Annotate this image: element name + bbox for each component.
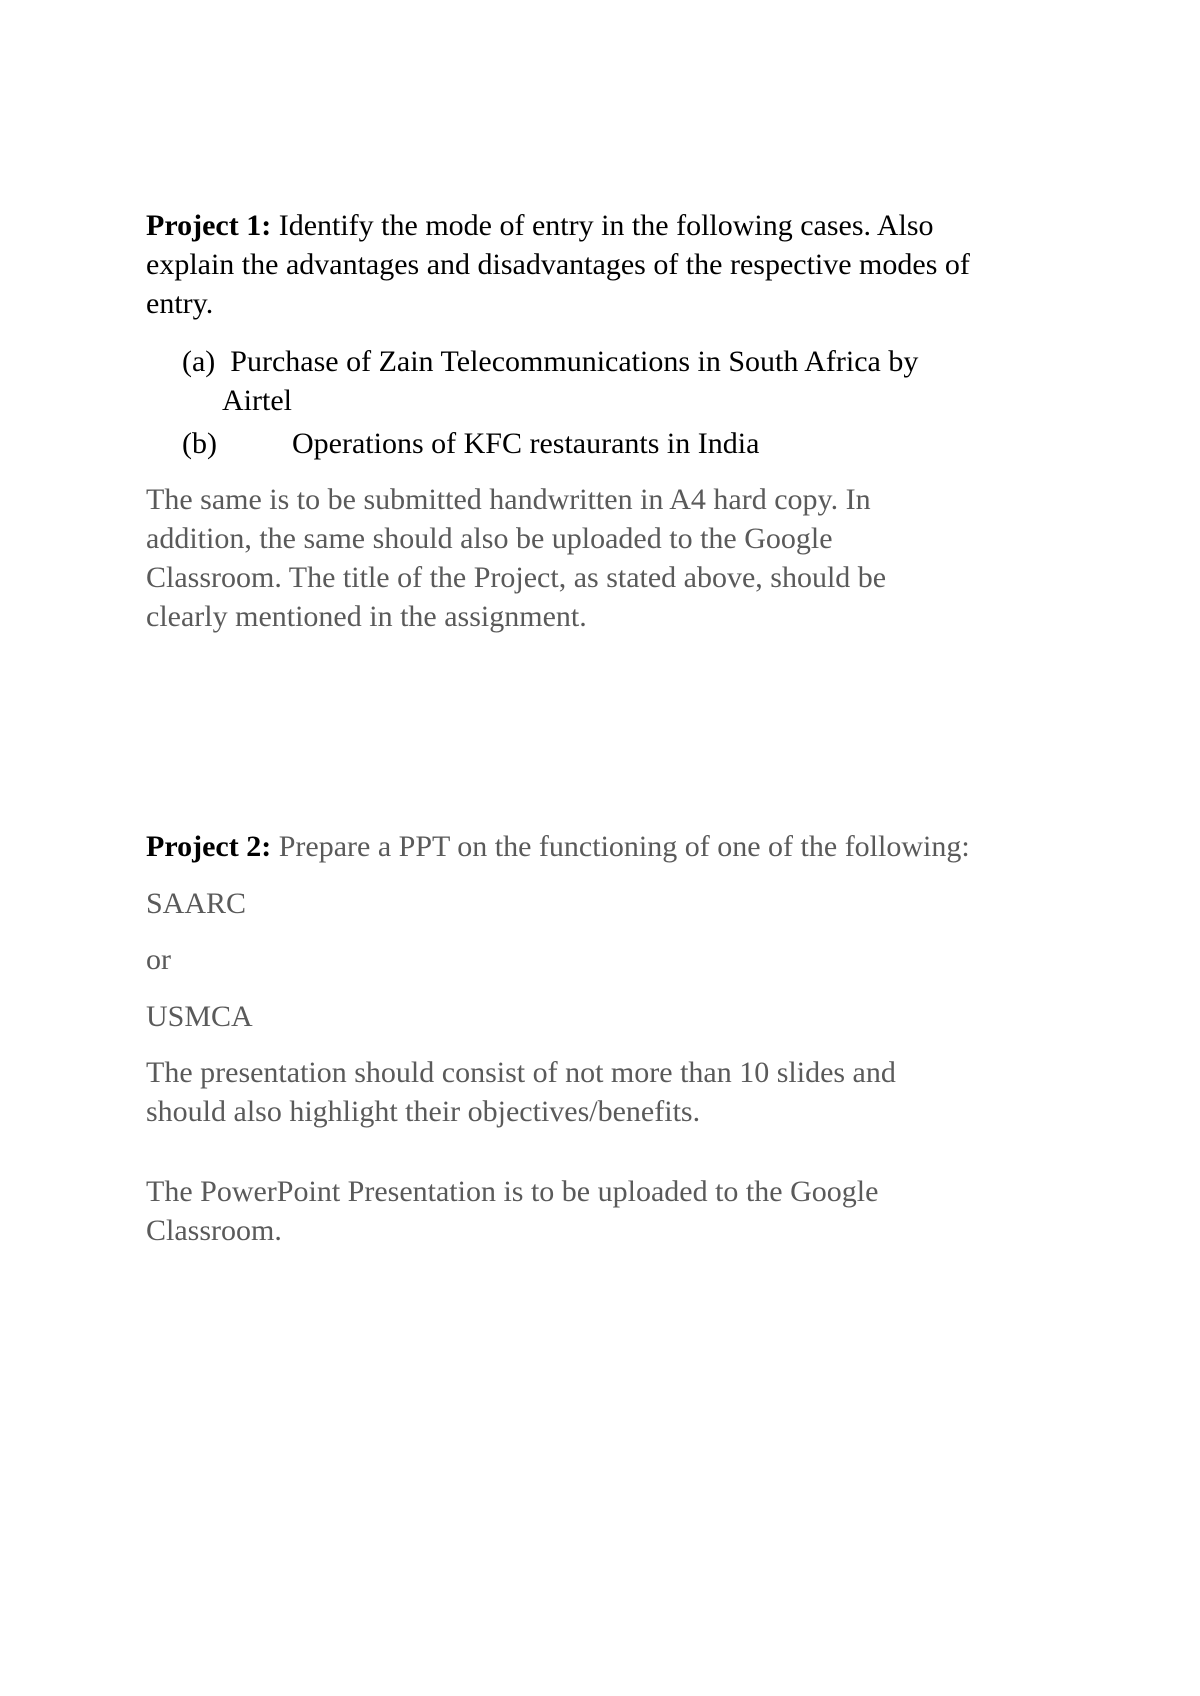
item-b-text: Operations of KFC restaurants in India bbox=[292, 427, 760, 460]
project1-submission-note: The same is to be submitted handwritten in A4 hard copy. In addition, the same should also be uploaded to the Google Classroom. The title of the Project, as stated above, should be clearly mentioned in the assignment. bbox=[146, 483, 887, 633]
item-b-marker: (b) bbox=[182, 427, 217, 460]
project2-option-usmca: USMCA bbox=[146, 1000, 253, 1033]
project1-intro-line1: Project 1: Identify the mode of entry in the following cases. Also bbox=[146, 209, 934, 242]
project2-upload-note: The PowerPoint Presentation is to be uploaded to the Google Classroom. bbox=[146, 1175, 879, 1247]
project2-option-saarc: SAARC bbox=[146, 887, 247, 920]
project2-heading: Project 2: bbox=[146, 830, 272, 863]
project1-item-b bbox=[182, 424, 1122, 463]
project2-presentation-note: The presentation should consist of not more than 10 slides and should also highlight their objectives/benefits. bbox=[146, 1056, 896, 1128]
item-a-marker: (a) bbox=[182, 345, 216, 378]
project1-intro-line3: entry. bbox=[146, 287, 214, 320]
project2-intro: Project 2: Prepare a PPT on the functioning of one of the following: bbox=[146, 830, 970, 863]
project1-intro-line2: explain the advantages and disadvantages of the respective modes of bbox=[146, 248, 970, 281]
project1-item-a bbox=[182, 342, 1122, 420]
item-a-continuation: Airtel bbox=[222, 384, 292, 417]
project1-intro bbox=[146, 206, 1086, 323]
project1-heading: Project 1: bbox=[146, 209, 272, 242]
project2-option-separator: or bbox=[146, 943, 171, 976]
item-a-text: Purchase of Zain Telecommunications in South Africa by bbox=[230, 345, 919, 378]
